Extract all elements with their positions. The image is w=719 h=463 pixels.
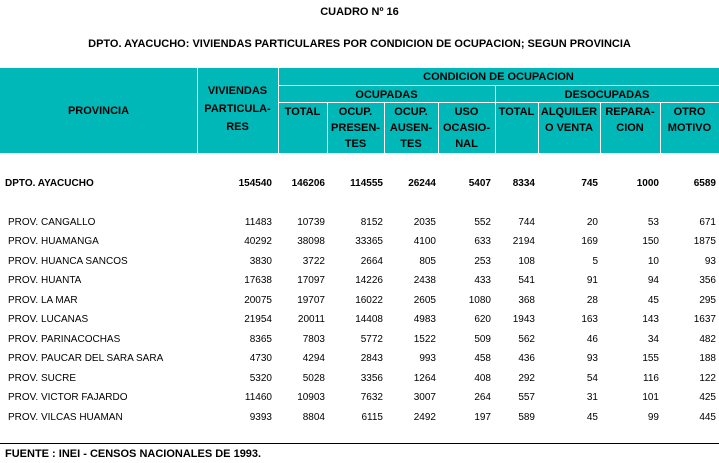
cell-desocup-total: 436 — [518, 353, 535, 365]
table-row — [0, 408, 719, 427]
cell-uso-ocasional: 197 — [474, 411, 491, 423]
cell-reparacion: 155 — [642, 353, 659, 365]
source-note: FUENTE : INEI - CENSOS NACIONALES DE 1993. — [5, 448, 262, 460]
cell-ocup-presentes: 7632 — [360, 392, 383, 404]
cell-ocup-presentes: 14408 — [355, 314, 383, 326]
province-name: PROV. VILCAS HUAMAN — [8, 411, 123, 423]
cell-reparacion: 53 — [647, 217, 659, 228]
cell-ocup-total: 5028 — [302, 372, 325, 384]
header-divider — [384, 103, 385, 153]
cell-otro-motivo: 445 — [699, 411, 716, 423]
header-condicion: CONDICION DE OCUPACION — [278, 68, 719, 86]
province-name: PROV. LUCANAS — [8, 314, 89, 326]
cell-alquiler-venta: 93 — [586, 353, 598, 365]
province-name: PROV. PAUCAR DEL SARA SARA — [8, 353, 164, 365]
cell-otro-motivo: 1637 — [693, 314, 716, 326]
cell-alquiler-venta: 54 — [586, 372, 598, 384]
province-name: PROV. PARINACOCHAS — [8, 333, 121, 345]
total-row — [0, 174, 719, 193]
cell-uso-ocasional: 458 — [474, 353, 491, 365]
cell-uso-ocasional: 633 — [474, 236, 491, 248]
cell-viviendas: 17638 — [244, 275, 272, 287]
cell-ocup-total: 3722 — [302, 255, 325, 267]
cell-otro-motivo: 356 — [699, 275, 716, 287]
cell-desocup-total: 368 — [518, 294, 535, 306]
header-divider — [197, 68, 198, 153]
cell-uso-ocasional: 253 — [474, 255, 491, 267]
cell-otro-motivo: 93 — [704, 255, 716, 267]
cell-ocup-ausentes: 993 — [419, 353, 436, 365]
table-row — [0, 213, 719, 232]
cell-uso-ocasional: 408 — [474, 372, 491, 384]
cell-ocup-ausentes: 2605 — [413, 294, 436, 306]
cell-ocup-presentes: 5772 — [360, 333, 383, 345]
header-ocup-total: TOTAL — [278, 103, 327, 153]
cell-ocup-total: 8804 — [302, 411, 325, 423]
total-uso-ocasional: 5407 — [468, 178, 491, 189]
cell-alquiler-venta: 45 — [586, 411, 598, 423]
cell-ocup-presentes: 3356 — [360, 372, 383, 384]
cell-ocup-total: 38098 — [297, 236, 325, 248]
cell-otro-motivo: 425 — [699, 392, 716, 404]
cell-otro-motivo: 671 — [699, 217, 716, 228]
cell-ocup-ausentes: 2438 — [413, 275, 436, 287]
cell-uso-ocasional: 433 — [474, 275, 491, 287]
cell-ocup-total: 10739 — [297, 217, 325, 228]
cell-ocup-presentes: 8152 — [360, 217, 383, 228]
cell-ocup-ausentes: 2492 — [413, 411, 436, 423]
cell-uso-ocasional: 1080 — [468, 294, 491, 306]
cell-viviendas: 3830 — [249, 255, 272, 267]
cell-viviendas: 11460 — [244, 392, 272, 404]
header-divider — [278, 102, 719, 103]
table-row — [0, 232, 719, 251]
province-name: PROV. CANGALLO — [8, 217, 96, 228]
cell-ocup-total: 10903 — [297, 392, 325, 404]
cell-viviendas: 5320 — [249, 372, 272, 384]
cell-viviendas: 8365 — [249, 333, 272, 345]
cell-alquiler-venta: 31 — [586, 392, 598, 404]
cell-ocup-presentes: 6115 — [361, 411, 383, 423]
cell-reparacion: 94 — [647, 275, 659, 287]
header-desocup-total: TOTAL — [495, 103, 538, 153]
province-name: PROV. HUAMANGA — [8, 236, 99, 248]
header-divider — [438, 103, 439, 153]
cell-otro-motivo: 482 — [699, 333, 716, 345]
table-row — [0, 310, 719, 329]
total-desocup-total: 8334 — [512, 178, 535, 189]
cell-otro-motivo: 1875 — [693, 236, 716, 248]
cell-alquiler-venta: 169 — [581, 236, 598, 248]
cell-ocup-total: 7803 — [302, 333, 325, 345]
header-ocup-presentes: OCUP. PRESEN- TES — [327, 103, 384, 153]
cell-ocup-total: 19707 — [297, 294, 325, 306]
cell-viviendas: 4730 — [249, 353, 272, 365]
header-ocupadas: OCUPADAS — [278, 86, 495, 103]
cell-alquiler-venta: 28 — [586, 294, 598, 306]
header-uso-ocasional: USO OCASIO- NAL — [438, 103, 495, 153]
cell-desocup-total: 1943 — [512, 314, 535, 326]
cell-otro-motivo: 188 — [699, 353, 716, 365]
total-ocup-presentes: 114555 — [350, 178, 383, 189]
header-divider — [327, 103, 328, 153]
cell-otro-motivo: 122 — [699, 372, 716, 384]
province-name: PROV. HUANTA — [8, 275, 82, 287]
bottom-rule — [0, 443, 719, 444]
cell-uso-ocasional: 620 — [474, 314, 491, 326]
province-name: PROV. SUCRE — [8, 372, 76, 384]
cell-desocup-total: 108 — [518, 255, 535, 267]
cell-ocup-ausentes: 3007 — [413, 392, 436, 404]
cell-desocup-total: 541 — [518, 275, 535, 287]
cell-alquiler-venta: 5 — [592, 255, 598, 267]
cell-alquiler-venta: 46 — [586, 333, 598, 345]
header-divider — [538, 103, 539, 153]
total-viviendas: 154540 — [238, 178, 272, 189]
cell-reparacion: 116 — [643, 372, 659, 384]
cell-reparacion: 143 — [642, 314, 659, 326]
table-row — [0, 369, 719, 388]
header-divider — [660, 103, 661, 153]
cell-reparacion: 99 — [647, 411, 659, 423]
cell-ocup-total: 4294 — [302, 353, 325, 365]
header-desocupadas: DESOCUPADAS — [495, 86, 719, 103]
cell-viviendas: 11483 — [244, 217, 272, 228]
cell-ocup-total: 17097 — [297, 275, 325, 287]
cell-ocup-ausentes: 4983 — [413, 314, 436, 326]
header-otro-motivo: OTRO MOTIVO — [660, 103, 719, 153]
header-provincia: PROVINCIA — [0, 68, 197, 153]
table-row — [0, 349, 719, 368]
header-divider — [278, 68, 279, 153]
total-reparacion: 1000 — [636, 178, 659, 189]
cell-alquiler-venta: 20 — [586, 217, 598, 228]
province-name: PROV. LA MAR — [8, 294, 78, 306]
cell-ocup-ausentes: 805 — [419, 255, 436, 267]
cell-ocup-presentes: 33365 — [355, 236, 383, 248]
cell-desocup-total: 2194 — [512, 236, 535, 248]
province-name: PROV. HUANCA SANCOS — [8, 255, 128, 267]
cell-viviendas: 20075 — [244, 294, 272, 306]
cell-ocup-presentes: 2843 — [360, 353, 383, 365]
table-row — [0, 252, 719, 271]
cell-ocup-presentes: 14226 — [355, 275, 383, 287]
cell-ocup-total: 20011 — [297, 314, 325, 326]
total-ocup-ausentes: 26244 — [408, 178, 436, 189]
header-reparacion: REPARA- CION — [600, 103, 660, 153]
total-name: DPTO. AYACUCHO — [5, 178, 94, 189]
table-row — [0, 330, 719, 349]
header-divider — [495, 86, 496, 153]
header-alquiler-venta: ALQUILER O VENTA — [538, 103, 600, 153]
cell-reparacion: 101 — [642, 392, 659, 404]
cell-ocup-presentes: 2664 — [360, 255, 383, 267]
province-name: PROV. VICTOR FAJARDO — [8, 392, 128, 404]
table-title: DPTO. AYACUCHO: VIVIENDAS PARTICULARES POR CONDICION DE OCUPACION; SEGUN PROVINCIA — [88, 38, 631, 50]
cell-otro-motivo: 295 — [699, 294, 716, 306]
header-divider — [278, 85, 719, 86]
table-row — [0, 271, 719, 290]
cell-uso-ocasional: 509 — [474, 333, 491, 345]
total-ocup-total: 146206 — [291, 178, 325, 189]
table-row — [0, 388, 719, 407]
cell-uso-ocasional: 264 — [474, 392, 491, 404]
cell-viviendas: 40292 — [244, 236, 272, 248]
header-ocup-ausentes: OCUP. AUSEN- TES — [384, 103, 438, 153]
header-divider — [600, 103, 601, 153]
cell-reparacion: 10 — [647, 255, 659, 267]
cell-reparacion: 150 — [642, 236, 659, 248]
cell-alquiler-venta: 91 — [586, 275, 598, 287]
cell-reparacion: 45 — [647, 294, 659, 306]
table-number: CUADRO Nº 16 — [320, 6, 399, 18]
cell-desocup-total: 557 — [518, 392, 535, 404]
cell-desocup-total: 744 — [518, 217, 535, 228]
total-otro-motivo: 6589 — [693, 178, 716, 189]
cell-uso-ocasional: 552 — [474, 217, 491, 228]
header-viviendas: VIVIENDAS PARTICULA- RES — [197, 68, 278, 153]
cell-desocup-total: 589 — [518, 411, 535, 423]
cell-viviendas: 9393 — [249, 411, 272, 423]
cell-ocup-presentes: 16022 — [355, 294, 383, 306]
cell-ocup-ausentes: 1522 — [413, 333, 436, 345]
cell-alquiler-venta: 163 — [581, 314, 598, 326]
total-alquiler-venta: 745 — [581, 178, 598, 189]
cell-viviendas: 21954 — [244, 314, 272, 326]
cell-reparacion: 34 — [647, 333, 659, 345]
cell-ocup-ausentes: 2035 — [413, 217, 436, 228]
table-row — [0, 291, 719, 310]
cell-ocup-ausentes: 1264 — [413, 372, 436, 384]
cell-ocup-ausentes: 4100 — [413, 236, 436, 248]
cell-desocup-total: 562 — [518, 333, 535, 345]
cell-desocup-total: 292 — [518, 372, 535, 384]
